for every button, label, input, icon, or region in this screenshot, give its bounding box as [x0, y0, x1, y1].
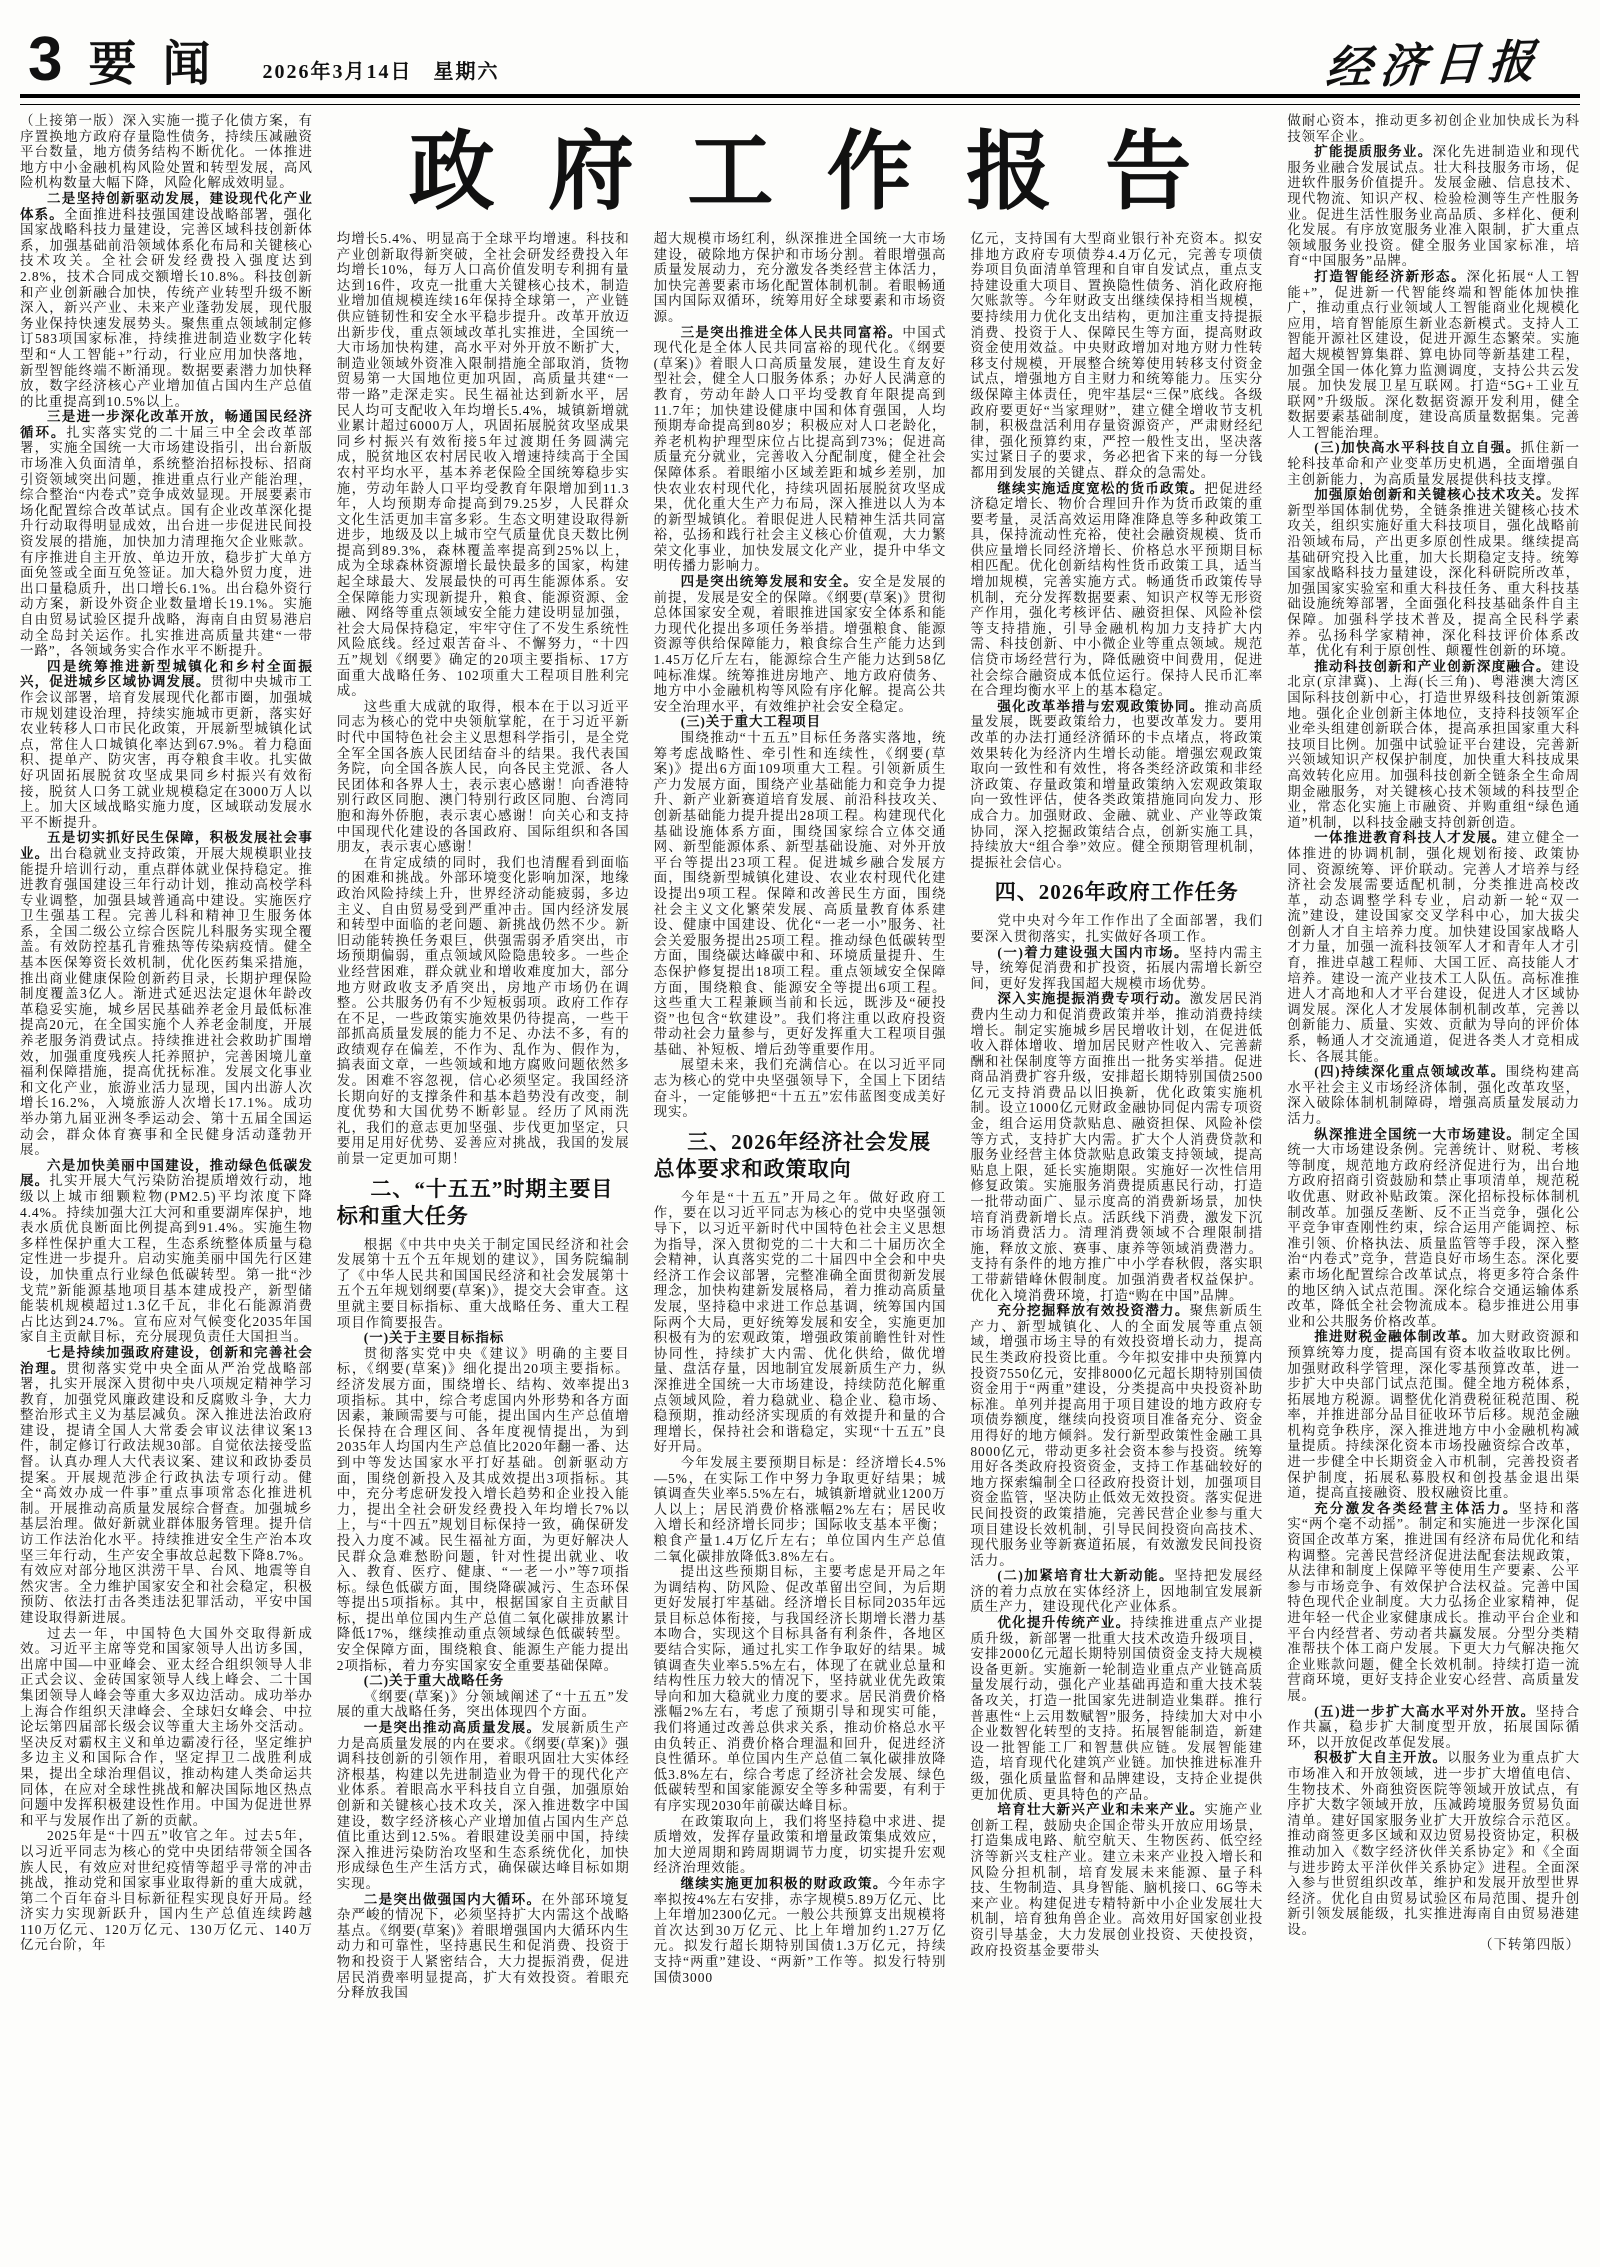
- paragraph-lead: 四是突出统筹发展和安全。: [680, 574, 859, 590]
- paragraph-text: 深化先进制造业和现代服务业融合发展试点。壮大科技服务市场，促进软件服务价值提升。发展金融、信息技术、现代物流、知识产权、检验检测等生产性服务业。促进生活性服务业高品质、多样化、便利化发展。有序放宽服务业准入限制，扩大重点领域服务业投资。健全服务业国家标准，培育“中国服务”品牌。: [1287, 144, 1580, 269]
- paragraph-text: 扎实落实党的二十届三中全会改革部署，实施全国统一大市场建设指引，出台新版市场准入负面清单，系统整治招标投标、招商引资领域突出问题，推进重点行业产能治理，综合整治“内卷式”竞争成效显现。开展要素市场化配置综合改革试点。国有企业改革深化提升行动取得明显成效，出台进一步促进民间投资发展的措施，加快加力清理拖欠企业账款。有序推进自主开放、单边开放，稳步扩大单方面免签或全面互免签证。加大稳外贸力度，进出口量稳质升，出口增长6.1%。出台稳外资行动方案，新设外资企业数量增长19.1%。实施自由贸易试验区提升战略，海南自由贸易港启动全岛封关运作。扎实推进高质量共建“一带一路”，各领域务实合作水平不断提升。: [20, 424, 313, 659]
- paragraph: 亿元，支持国有大型商业银行补充资本。拟安排地方政府专项债券4.4万亿元，完善专项债券项目负面清单管理和自审自发试点，重点支持建设重大项目、置换隐性债务、消化政府拖欠账款等。今年财政支出继续保持相当规模，要持续用力优化支出结构，更加注重支持提振消费、投资于人、保障民生等方面，提高财政资金使用效益。中央财政增加对地方财力性转移支付规模，开展整合统筹使用转移支付资金试点，增强地方自主财力和统筹能力。压实分级保障主体责任，兜牢基层“三保”底线。各级政府要更好“当家理财”，建立健全增收节支机制，积极盘活利用存量资源资产，严肃财经纪律，强化预算约束，严控一般性支出，坚决落实过紧日子的要求，务必把省下来的每一分钱都用到发展的关键点、群众的急需处。: [970, 231, 1264, 480]
- paragraph-text: 深化拓展“人工智能+”，促进新一代智能终端和智能体加快推广，推动重点行业领域人工智能商业化规模化应用，培育智能原生新业态新模式。支持人工智能开源社区建设，促进开源生态繁荣。实施超大规模智算集群、算电协同等新基建工程，加强全国一体化算力监测调度，支持公共云发展。加快发展卫星互联网。打造“5G+工业互联网”升级版。深化数据资源开发利用，健全数据要素基础制度，建设高质量数据集。完善人工智能治理。: [1287, 268, 1580, 440]
- paragraph: [654, 1876, 947, 1985]
- paragraph: 2025年是“十四五”收官之年。过去5年，以习近平同志为核心的党中央团结带领全国各族人民，有效应对世纪疫情等超乎寻常的冲击挑战，推动党和国家事业取得新的重大成就，第二个百年奋斗目标新征程实现良好开局。经济实力实现新跃升，国内生产总值连续跨越110万亿元、120万亿元、130万亿元、140万亿元台阶，年: [20, 1828, 313, 1953]
- paragraph-lead: 强化改革举措与宏观政策协同。: [997, 698, 1205, 714]
- paragraph: 提出这些预期目标，主要考虑是开局之年为调结构、防风险、促改革留出空间，为后期更好发展打牢基础。经济增长目标同2035年远景目标总体衔接，与我国经济长期增长潜力基本吻合，实现这个目标具备有利条件，各地区要结合实际，通过扎实工作争取好的结果。城镇调查失业率5.5%左右，体现了在就业总量和结构性压力较大的情况下，坚持就业优先政策导向和加大稳就业力度的要求。居民消费价格涨幅2%左右，考虑了预期引导和现实可能，我们将通过改善总供求关系，推动价格总水平由负转正、消费价格合理温和回升，促进经济良性循环。单位国内生产总值二氧化碳排放降低3.8%左右，综合考虑了经济社会发展、绿色低碳转型和国家能源安全等多种需要，有利于有序实现2030年前碳达峰目标。: [653, 1564, 947, 1813]
- paragraph-text: 贯彻落实党中央全面从严治党战略部署，扎实开展深入贯彻中央八项规定精神学习教育，加强党风廉政建设和反腐败斗争，大力整治形式主义为基层减负。深入推进法治政府建设，提请全国人大常委会审议法律议案13件，制定修订行政法规30部。自觉依法接受监督。认真办理人大代表议案、建议和政协委员提案。开展规范涉企行政执法专项行动。健全“高效办成一件事”重点事项常态化推进机制。开展推动高质量发展综合督查。加强城乡基层治理。做好新就业群体服务管理。提升信访工作法治化水平。持续推进安全生产治本攻坚三年行动，生产安全事故总起数下降8.7%。有效应对部分地区洪涝干旱、台风、地震等自然灾害。全力维护国家安全和社会稳定，积极预防、依法打击各类违法犯罪活动，平安中国建设取得新进展。: [20, 1360, 313, 1625]
- paragraph: 根据《中共中央关于制定国民经济和社会发展第十五个五年规划的建议》，国务院编制了《中华人民共和国国民经济和社会发展第十五个五年规划纲要(草案)》，提交大会审查。这里就主要目标指标、重大战略任务、重大工程项目作简要报告。: [336, 1236, 630, 1330]
- paragraph: [1287, 1704, 1580, 1751]
- paragraph: 《纲要(草案)》分领域阐述了“十五五”发展的重大战略任务，突出体现四个方面。: [336, 1688, 630, 1720]
- paragraph: （上接第一版）深入实施一揽子化债方案，有序置换地方政府存量隐性债务，持续压减融资平台数量，地方债务结构不断优化。一体推进地方中小金融机构风险处置和转型发展，高风险机构数量大幅下降，风险化解成效明显。: [20, 113, 313, 191]
- paragraph-lead: (四)持续深化重点领域改革。: [1314, 1064, 1506, 1080]
- paragraph-text: 围绕构建高水平社会主义市场经济体制，强化改革攻坚，深入破除体制机制障碍，增强高质量发展动力活力。: [1287, 1064, 1580, 1126]
- paragraph-lead: (一)着力建设强大国内市场。: [997, 944, 1189, 960]
- paragraph-lead: 深入实施提振消费专项行动。: [997, 991, 1190, 1007]
- paragraph-lead: 充分激发各类经营主体活力。: [1314, 1500, 1519, 1516]
- paragraph-lead: 打造智能经济新形态。: [1314, 268, 1467, 284]
- paragraph-lead: 三是突出推进全体人民共同富裕。: [680, 324, 903, 340]
- paragraph-text: 制定全国统一大市场建设条例。完善统计、财税、考核等制度，规范地方政府经济促进行为，出台地方政府招商引资鼓励和禁止事项清单，规范税收优惠、财政补贴政策。深化招标投标体制机制改革。加强反垄断、反不正当竞争，强化公平竞争审查刚性约束，综合运用产能调控、标准引领、价格执法、质量监管等手段，深入整治“内卷式”竞争，营造良好市场生态。深化要素市场化配置综合改革试点，将更多符合条件的地区纳入试点范围。深化综合交通运输体系改革，降低全社会物流成本。稳步推进公用事业和公共服务价格改革。: [1287, 1126, 1580, 1329]
- paragraph: 今年是“十五五”开局之年。做好政府工作，要在以习近平同志为核心的党中央坚强领导下，以习近平新时代中国特色社会主义思想为指导，深入贯彻党的二十大和二十届历次全会精神，认真落实党的二十届四中全会和中央经济工作会议部署，完整准确全面贯彻新发展理念，加快构建新发展格局，着力推动高质量发展，坚持稳中求进工作总基调，统筹国内国际两个大局，更好统筹发展和安全，实施更加积极有为的宏观政策，增强政策前瞻性针对性协同性，持续扩大内需、优化供给，做优增量、盘活存量，因地制宜发展新质生产力，纵深推进全国统一大市场建设，持续防范化解重点领域风险，着力稳就业、稳企业、稳市场、稳预期，推动经济实现质的有效提升和量的合理增长，保持社会和谐稳定，实现“十五五”良好开局。: [653, 1189, 947, 1455]
- paragraph-text: 以服务业为重点扩大市场准入和开放领域，进一步扩大增值电信、生物技术、外商独资医院等领域开放试点，有序扩大数字领域开放，压减跨境服务贸易负面清单。建好国家服务业扩大开放综合示范区。推动商签更多区域和双边贸易投资协定，积极推动加入《数字经济伙伴关系协定》和《全面与进步跨太平洋伙伴关系协定》进程。全面深入参与世贸组织改革，维护和发展开放型世界经济。优化自由贸易试验区布局范围、提升创新引领发展能级，扎实推进海南自由贸易港建设。: [1287, 1750, 1580, 1937]
- page-header: [20, 10, 1580, 95]
- paragraph-lead: (二)加紧培育壮大新动能。: [997, 1568, 1174, 1584]
- paragraph-text: 建设北京(京津冀)、上海(长三角)、粤港澳大湾区国际科技创新中心，打造世界级科技创新策源地。强化企业创新主体地位，支持科技领军企业牵头组建创新联合体，提高承担国家重大科技项目比例。加强中试验证平台建设，完善新兴领域知识产权保护制度，加快重大科技成果高效转化应用。加强科技创新全链条全生命周期金融服务，对关键核心技术领域的科技型企业，常态化实施上市融资、并购重组“绿色通道”机制，以科技金融支持创新创造。: [1287, 658, 1580, 830]
- paragraph: [20, 1158, 313, 1345]
- paragraph-lead: 二是突出做强国内大循环。: [363, 1891, 542, 1907]
- paragraph-text: 扎实开展大气污染防治提质增效行动，地级以上城市细颗粒物(PM2.5)平均浓度下降4.4%。持续加强大江大河和重要湖库保护，地表水质优良断面比例提高到91.4%。实施生物多样性保护重大工程，生态系统整体质量与稳定性进一步提升。启动实施美丽中国先行区建设，加快重点行业绿色低碳转型。第一批“沙戈荒”新能源基地项目基本建成投产，新型储能装机规模超过1.3亿千瓦，非化石能源消费占比达到24.7%。宣布应对气候变化2035年国家自主贡献目标，充分展现负责任大国担当。: [20, 1173, 313, 1345]
- paragraph-lead: (五)进一步扩大高水平对外开放。: [1314, 1703, 1536, 1719]
- sub-heading: (一)关于主要目标指标: [363, 1330, 505, 1346]
- column-1: [20, 113, 313, 2243]
- paragraph-lead: 优化提升传统产业。: [997, 1615, 1131, 1631]
- column-4: [970, 231, 1263, 2243]
- paragraph: [970, 1568, 1263, 1615]
- paragraph: [1287, 1329, 1580, 1501]
- paragraph-text: 聚焦新质生产力、新型城镇化、人的全面发展等重点领域，增强市场主导的有效投资增长动力，提高民生类政府投资比重。今年拟安排中央预算内投资7550亿元，安排8000亿元超长期特别国债资金用于“两重”建设，分类提高中央投资补助标准。单列并提高用于项目建设的地方政府专项债券额度，继续向投资项目准备充分、资金用得好的地方倾斜。发行新型政策性金融工具8000亿元，带动更多社会资本参与投资。统筹用好各类政府投资资金，支持工作基础较好的地方探索编制全口径政府投资计划，加强项目资金监管，坚决防止低效无效投资。落实促进民间投资的政策措施，完善民营企业参与重大项目建设长效机制，引导民间投资向高技术、现代服务业等新赛道拓展，有效激发民间投资活力。: [970, 1303, 1264, 1568]
- paragraph-text: 坚持和落实“两个毫不动摇”。制定和实施进一步深化国资国企改革方案，推进国有经济布局优化和结构调整。完善民营经济促进法配套法规政策，从法律和制度上保障平等使用生产要素、公平参与市场竞争、有效保护合法权益。完善中国特色现代企业制度。大力弘扬企业家精神，促进年轻一代企业家健康成长。推动平台企业和平台内经营者、劳动者共赢发展。分型分类精准帮扶个体工商户发展。下更大力气解决拖欠企业账款问题，健全长效机制。持续打造一流营商环境，更好支持企业安心经营、高质量发展。: [1287, 1500, 1580, 1703]
- paragraph: [1287, 269, 1580, 441]
- paragraph: [20, 409, 313, 659]
- paragraph: [1287, 487, 1580, 659]
- paragraph: [970, 991, 1263, 1303]
- paragraph: [1287, 830, 1580, 1064]
- paragraph: 这些重大成就的取得，根本在于以习近平同志为核心的党中央领航掌舵，在于习近平新时代中国特色社会主义思想科学指引，是全党全军全国各族人民团结奋斗的结果。我代表国务院，向全国各族人民，向各民主党派、各人民团体和各界人士，表示衷心感谢！向香港特别行政区同胞、澳门特别行政区同胞、台湾同胞和海外侨胞，表示衷心感谢！向关心和支持中国现代化建设的各国政府、国际组织和各国朋友，表示衷心感谢！: [336, 698, 630, 855]
- paragraph-lead: 四是统筹推进新型城镇化和乡村全面振兴，促进城乡区域协调发展。: [20, 658, 313, 690]
- paragraph-text: 安全是发展的前提，发展是安全的保障。《纲要(草案)》贯彻总体国家安全观，着眼推进国家安全体系和能力现代化提出多项任务举措。增强粮食、能源资源等供给保障能力，粮食综合生产能力达到1.45万亿斤左右，能源综合生产能力达到58亿吨标准煤。统筹推进房地产、地方政府债务、地方中小金融机构等风险有序化解。提高公共安全治理水平，有效维护社会安全稳定。: [653, 574, 947, 714]
- paragraph-text: 全面推进科技强国建设战略部署，强化国家战略科技力量建设，完善区域科技创新体系，加强基础前沿领域体系化布局和关键核心技术攻关。全社会研发经费投入强度达到2.8%，技术合同成交额增长10.8%。科技创新和产业创新融合加快，传统产业转型升级不断深入，新兴产业、未来产业蓬勃发展，现代服务业保持快速发展势头。聚焦重点领域制定修订583项国家标准，持续推进制造业数字化转型和“人工智能+”行动，行业应用加快落地，新型智能终端不断涌现。数据要素潜力加快释放，数字经济核心产业增加值占国内生产总值的比重提高到10.5%以上。: [20, 206, 313, 409]
- paragraph-lead: 二是坚持创新驱动发展，建设现代化产业体系。: [20, 190, 313, 222]
- paragraph-lead: 积极扩大自主开放。: [1314, 1750, 1448, 1766]
- headline-block: [337, 113, 1263, 231]
- paragraph-lead: 一体推进教育科技人才发展。: [1314, 830, 1507, 846]
- paragraph-text: 激发居民消费内生动力和促消费政策并举，推动消费持续增长。制定实施城乡居民增收计划，在促进低收入群体增收、增加居民财产性收入、完善薪酬和社保制度等方面推出一批务实举措。促进商品消费扩容升级，安排超长期特别国债2500亿元支持消费品以旧换新，优化政策实施机制。设立1000亿元财政金融协同促内需专项资金，组合运用贷款贴息、融资担保、风险补偿等方式，支持扩大内需。扩大个人消费贷款和服务业经营主体贷款贴息政策支持领域，提高贴息上限，延长实施期限。实施好一次性信用修复政策。实施服务消费提质惠民行动，打造一批带动面广、显示度高的消费新场景，加快培育消费新增长点。活跃线下消费，激发下沉市场消费活力。清理消费领域不合理限制措施，释放文旅、赛事、康养等领域消费潜力。支持有条件的地方推广中小学春秋假，落实职工带薪错峰休假制度。加强消费者权益保护。优化入境消费环境，打造“购在中国”品牌。: [970, 991, 1264, 1303]
- article-headline: 政府工作报告: [408, 124, 1245, 220]
- paragraph-text: 抓住新一轮科技革命和产业变革历史机遇，全面增强自主创新能力，为高质量发展提供科技支撑。: [1287, 440, 1580, 487]
- paragraph: [970, 1303, 1263, 1568]
- paragraph-lead: 七是持续加强政府建设，创新和完善社会治理。: [20, 1344, 313, 1376]
- paragraph: [970, 1802, 1263, 1958]
- paragraph-text: 推动高质量发展，既要政策给力，也要改革发力。要用改革的办法打通经济循环的卡点堵点，将政策效果转化为经济内生增长动能。增强宏观政策取向一致性和有效性，将各类经济政策和非经济政策、存量政策和增量政策纳入宏观政策取向一致性评估，使各类政策措施同向发力、形成合力。加强财政、金融、就业、产业等政策协同，深入挖掘政策结合点，创新实施工具，持续放大“组合拳”效应。健全预期管理机制，提振社会信心。: [970, 698, 1264, 870]
- paragraph: [1287, 1501, 1580, 1704]
- paragraph-lead: 推动科技创新和产业创新深度融合。: [1314, 658, 1551, 674]
- column-3: [654, 231, 947, 2243]
- paragraph-text: 加大财政资源和预算统筹力度，提高国有资本收益收取比例。加强财政科学管理，深化零基预算改革，进一步扩大中央部门试点范围。健全地方税体系，拓展地方税源。调整优化消费税征税范围、税率，并推进部分品目征收环节后移。规范金融机构竞争秩序，深入推进地方中小金融机构减量提质。持续深化资本市场投融资综合改革，进一步健全中长期资金入市机制，完善投资者保护制度，拓展私募股权和创投基金退出渠道，提高直接融资、股权融资比重。: [1287, 1329, 1580, 1501]
- paragraph: [1287, 1127, 1580, 1330]
- paragraph-text: 发展新质生产力是高质量发展的内在要求。《纲要(草案)》强调科技创新的引领作用，着眼巩固壮大实体经济根基，构建以先进制造业为骨干的现代化产业体系。着眼高水平科技自立自强，加强原始创新和关键核心技术攻关，深入推进数字中国建设，数字经济核心产业增加值占国内生产总值比重达到12.5%。着眼建设美丽中国，持续深入推进污染防治攻坚和生态系统优化，加快形成绿色生产生活方式，确保碳达峰目标如期实现。: [336, 1720, 630, 1891]
- paragraph: [1287, 1064, 1580, 1126]
- paragraph-lead: 扩能提质服务业。: [1314, 144, 1433, 160]
- paragraph-lead: 五是切实抓好民生保障，积极发展社会事业。: [20, 830, 313, 861]
- paragraph: [337, 1720, 630, 1892]
- date: 2026年3月14日: [262, 61, 413, 83]
- paragraph-lead: 一是突出推动高质量发展。: [363, 1720, 542, 1736]
- paragraph: [1287, 144, 1580, 269]
- paragraph-lead: 六是加快美丽中国建设，推动绿色低碳发展。: [20, 1157, 313, 1189]
- paragraph: [654, 325, 947, 575]
- paragraph-text: 发挥新型举国体制优势，全链条推进关键核心技术攻关，组织实施好重大科技项目，强化战略前沿领域布局，产出更多原创性成果。继续提高基础研究投入比重，加大长期稳定支持。统筹国家战略科技力量建设，深化科研院所改革，加强国家实验室和重大科技任务、重大科技基础设施统筹部署，全面强化科技基础条件自主保障。加强科学技术普及，提高全民科学素养。弘扬科学家精神，深化科技评价体系改革，优化有利于原创性、颠覆性创新的环境。: [1287, 487, 1580, 659]
- paragraph: [20, 191, 313, 409]
- continuation-note: （下转第四版）: [1479, 1937, 1580, 1953]
- sub-heading: (三)关于重大工程项目: [680, 714, 821, 730]
- paragraph: 围绕推动“十五五”目标任务落实落地，统筹考虑战略性、牵引性和连续性，《纲要(草案)》提出6方面109项重大工程。引领新质生产力发展方面，围绕产业基础能力和竞争力提升、新产业新赛道培育发展、前沿科技攻关、创新基础能力提升提出28项工程。构建现代化基础设施体系方面，围绕国家综合立体交通网、新型能源体系、新型基础设施、对外开放平台等提出23项工程。促进城乡融合发展方面，围绕新型城镇化建设、农业农村现代化建设提出9项工程。保障和改善民生方面，围绕社会主义文化繁荣发展、高质量教育体系建设、健康中国建设、优化“一老一小”服务、社会关爱服务提出25项工程。推动绿色低碳转型方面，围绕碳达峰碳中和、环境质量提升、生态保护修复提出18项工程。重点领域安全保障方面，围绕粮食、能源安全等提出6项工程。这些重大工程兼顾当前和长远，既涉及“硬投资”也包含“软建设”。我们将注重以政府投资带动社会力量参与，更好发挥重大工程项目强基础、补短板、增后劲等重要作用。: [653, 730, 947, 1057]
- paragraph-text: 建立健全一体推进的协调机制，强化规划衔接、政策协同、资源统筹、评价联动。完善人才培养与经济社会发展需要适配机制，分类推进高校改革，动态调整学科专业，启动新一轮“双一流”建设，建设国家交叉学科中心，加大拔尖创新人才自主培养力度。加快建设国家战略人才力量，加强一流科技领军人才和青年人才引育，推进卓越工程师、大国工匠、高技能人才培养。建设一流产业技术工人队伍。高标准推进人才高地和人才平台建设，促进人才区域协调发展。深化人才发展体制机制改革，完善以创新能力、质量、实效、贡献为导向的评价体系，畅通人才交流通道，促进各类人才竞相成长、各展其能。: [1287, 830, 1580, 1064]
- paragraph: [20, 830, 313, 1157]
- section-heading: 四、2026年政府工作任务: [994, 880, 1239, 905]
- paragraph-text: 出台稳就业支持政策，开展大规模职业技能提升培训行动，重点群体就业保持稳定。推进教育强国建设三年行动计划，推动高校学科专业调整，加强县域普通高中建设。实施医疗卫生强基工程。完善儿科和精神卫生服务体系，全国二级公立综合医院儿科服务实现全覆盖。有效防控基孔肯雅热等传染病疫情。健全基本医保筹资长效机制，优化医药集采措施，推出商业健康保险创新药目录，长期护理保险制度覆盖3亿人。渐进式延迟法定退休年龄改革稳妥实施，城乡居民基础养老金月最低标准提高20元，在全国实施个人养老金制度，开展养老服务消费试点。持续推进社会救助扩围增效，加强重度残疾人托养照护，完善困境儿童福利保障措施，提高优抚标准。发展文化事业和文化产业，旅游业活力显现，国内出游人次增长16.2%，入境旅游人次增长17.1%。成功举办第九届亚洲冬季运动会、第十五届全国运动会，群众体育赛事和全民健身活动蓬勃开展。: [20, 845, 313, 1158]
- paragraph: [970, 481, 1263, 699]
- paragraph-lead: 加强原始创新和关键核心技术攻关。: [1314, 487, 1551, 503]
- paragraph: 均增长5.4%、明显高于全球平均增速。科技和产业创新取得新突破，全社会研发经费投入年均增长10%，每万人口高价值发明专利拥有量达到16件，攻克一批重大关键核心技术，制造业增加值规模连续16年保持全球第一，产业链供应链韧性和安全水平稳步提升。改革开放迈出新步伐，重点领域改革扎实推进，全国统一大市场加快构建，高水平对外开放不断扩大，制造业领域外资准入限制措施全部取消，货物贸易第一大国地位更加巩固，高质量共建“一带一路”走深走实。民生福祉达到新水平，居民人均可支配收入年均增长5.4%，城镇新增就业累计超过6000万人，巩固拓展脱贫攻坚成果同乡村振兴有效衔接5年过渡期任务圆满完成，脱贫地区农村居民收入增速持续高于全国农村平均水平，基本养老保险全国统筹稳步实施，劳动年龄人口平均受教育年限增加到11.3年，人均预期寿命提高到79.25岁，人民群众文化生活更加丰富多彩。生态文明建设取得新进步，地级及以上城市空气质量优良天数比例提高到89.3%，森林覆盖率提高到25%以上，成为全球森林资源增长最快最多的国家，构建起全球最大、发展最快的可再生能源体系。安全保障能力实现新提升，粮食、能源资源、金融、网络等重点领域安全能力建设明显加强，社会大局保持稳定，牢牢守住了不发生系统性风险底线。经过艰苦奋斗、不懈努力，“十四五”规划《纲要》确定的20项主要指标、17方面重大战略任务、102项重大工程项目胜利完成。: [336, 231, 630, 699]
- paragraph-text: 实施产业创新工程，鼓励央企国企带头开放应用场景，打造集成电路、航空航天、生物医药、低空经济等新兴支柱产业。建立未来产业投入增长和风险分担机制，培育发展未来能源、量子科技、生物制造、具身智能、脑机接口、6G等未来产业。构建促进专精特新中小企业发展壮大机制，培育独角兽企业。高效用好国家创业投资引导基金，大力发展创业投资、天使投资，政府投资基金要带头: [970, 1802, 1264, 1958]
- paragraph: [20, 1345, 313, 1626]
- paragraph: [20, 659, 313, 831]
- section-heading: 二、“十五五”时期主要目标和重大任务: [336, 1176, 614, 1228]
- paragraph: 在肯定成绩的同时，我们也清醒看到面临的困难和挑战。外部环境变化影响加深，地缘政治风险持续上升，世界经济动能疲弱，多边主义、自由贸易受到严重冲击。国内经济发展和转型中面临的老问题、新挑战仍然不少。新旧动能转换任务艰巨，供强需弱矛盾突出，市场预期偏弱，重点领域风险隐患较多。一些企业经营困难，群众就业和增收难度加大，部分地方财政收支矛盾突出，房地产市场仍在调整。公共服务仍有不少短板弱项。政府工作存在不足，一些政策实施效果仍待提高，一些干部抓高质量发展的能力不足、办法不多，有的政绩观存在偏差，不作为、乱作为、假作为，搞表面文章，一些领域和地方腐败问题依然多发。困难不容忽视，信心必须坚定。我国经济长期向好的支撑条件和基本趋势没有改变，制度优势和大国优势不断彰显。经历了风雨洗礼，我们的意志更加坚强、步伐更加坚定，只要用足用好优势、妥善应对挑战，我国的发展前景一定更加可期！: [336, 854, 630, 1167]
- paragraph-text: 在外部环境复杂严峻的情况下，必须坚持扩大内需这个战略基点。《纲要(草案)》着眼增强国内大循环内生动力和可靠性，坚持惠民生和促消费、投资于物和投资于人紧密结合，大力提振消费，促进居民消费率明显提高，扩大有效投资。着眼充分释放我国: [336, 1891, 630, 2001]
- paragraph-text: 今年赤字率拟按4%左右安排，赤字规模5.89万亿元、比上年增加2300亿元。一般公共预算支出规模将首次达到30万亿元、比上年增加约1.27万亿元。拟发行超长期特别国债1.3万亿元，持续支持“两重”建设、“两新”工作等。拟发行特别国债3000: [653, 1875, 947, 1985]
- paragraph: [1287, 659, 1580, 831]
- article-body: [20, 113, 1580, 2243]
- paragraph: [970, 945, 1263, 992]
- paragraph: 展望未来，我们充满信心。在以习近平同志为核心的党中央坚强领导下，全国上下团结奋斗，一定能够把“十五五”宏伟蓝图变成美好现实。: [653, 1057, 947, 1120]
- paragraph-text: 坚持把发展经济的着力点放在实体经济上，因地制宜发展新质生产力，建设现代化产业体系。: [970, 1568, 1264, 1615]
- paragraph-text: 把促进经济稳定增长、物价合理回升作为货币政策的重要考量，灵活高效运用降准降息等多种政策工具，保持流动性充裕，使社会融资规模、货币供应量增长同经济增长、价格总水平预期目标相匹配。优化创新结构性货币政策工具，适当增加规模，完善实施方式。畅通货币政策传导机制，充分发挥数据要素、知识产权等无形资产作用，强化考核评估、融资担保、风险补偿等支持措施，引导金融机构加力支持扩大内需、科技创新、中小微企业等重点领域。规范信贷市场经营行为，降低融资中间费用，促进社会综合融资成本低位运行。保持人民币汇率在合理均衡水平上的基本稳定。: [970, 480, 1264, 699]
- paragraph: [654, 574, 947, 714]
- paragraph-lead: 充分挖掘释放有效投资潜力。: [997, 1303, 1190, 1319]
- paragraph-lead: 继续实施适度宽松的货币政策。: [997, 480, 1205, 496]
- column-5: [1287, 113, 1580, 2243]
- paragraph-lead: 纵深推进全国统一大市场建设。: [1314, 1126, 1522, 1142]
- weekday: 星期六: [433, 61, 500, 83]
- paragraph: [1287, 440, 1580, 487]
- paragraph-lead: (三)加快高水平科技自立自强。: [1314, 440, 1521, 456]
- paragraph: [337, 1892, 630, 2001]
- date-line: [263, 55, 500, 88]
- section-name: 要闻: [88, 38, 237, 92]
- page-number: 3: [28, 25, 63, 95]
- paragraph: [970, 1615, 1263, 1802]
- paragraph: 做耐心资本，推动更多初创企业加快成长为科技领军企业。: [1287, 113, 1580, 144]
- paragraph: 超大规模市场红利，纵深推进全国统一大市场建设，破除地方保护和市场分割。着眼增强高质量发展动力，充分激发各类经营主体活力，加快完善要素市场化配置体制机制。着眼畅通国内国际双循环，统筹用好全球要素和市场资源。: [653, 231, 947, 324]
- paragraph-lead: 推进财税金融体制改革。: [1314, 1329, 1477, 1345]
- paragraph-text: 持续推进重点产业提质升级，新部署一批重大技术改造升级项目，安排2000亿元超长期特别国债资金支持大规模设备更新。实施新一轮制造业重点产业链高质量发展行动，强化产业基础再造和重大技术装备攻关，打造一批国家先进制造业集群。推行普惠性“上云用数赋智”服务，持续加大对中小企业数智化转型的支持。拓展智能制造，新建设一批智能工厂和智慧供应链。发展智能建造，培育现代化建筑产业链。加快推进标准升级，强化质量监督和品牌建设，支持企业提供更加优质、更具特色的产品。: [970, 1615, 1264, 1802]
- paragraph: 贯彻落实党中央《建议》明确的主要目标，《纲要(草案)》细化提出20项主要指标。经济发展方面，围绕增长、结构、效率提出3项指标。其中，综合考虑国内外形势和各方面因素，兼顾需要与可能，提出国内生产总值增长保持在合理区间、各年度视情提出，为到2035年人均国内生产总值比2020年翻一番、达到中等发达国家水平打好基础。创新驱动方面，围绕创新投入及其成效提出3项指标。其中，充分考虑研发投入增长趋势和企业投入能力，提出全社会研发经费投入年均增长7%以上，与“十四五”规划目标保持一致，确保研发投入力度不减。民生福祉方面，为更好解决人民群众急难愁盼问题，针对性提出就业、收入、教育、医疗、健康、“一老一小”等7项指标。绿色低碳方面，围绕降碳减污、生态环保等提出5项指标。其中，根据国家自主贡献目标，提出单位国内生产总值二氧化碳排放累计降低17%，继续推动重点领域绿色低碳转型。安全保障方面，围绕粮食、能源生产能力提出2项指标，着力夯实国家安全重要基础保障。: [336, 1345, 630, 1673]
- paragraph-text: 坚持内需主导，统筹促消费和扩投资，拓展内需增长新空间，更好发挥我国超大规模市场优势。: [970, 944, 1264, 991]
- paragraph: 在政策取向上，我们将坚持稳中求进、提质增效，发挥存量政策和增量政策集成效应，加大逆周期和跨周期调节力度，切实提升宏观经济治理效能。: [653, 1813, 947, 1876]
- paragraph: [970, 699, 1263, 871]
- masthead-logo: 经济日报: [1323, 35, 1545, 95]
- paragraph-text: 坚持合作共赢，稳步扩大制度型开放，拓展国际循环，以开放促改革促发展。: [1287, 1703, 1580, 1750]
- paragraph-lead: 培育壮大新兴产业和未来产业。: [997, 1802, 1205, 1818]
- paragraph: [1287, 1750, 1580, 1937]
- sub-heading: (二)关于重大战略任务: [363, 1673, 505, 1689]
- paragraph-text: 中国式现代化是全体人民共同富裕的现代化。《纲要(草案)》着眼人口高质量发展，建设生育友好型社会，健全人口服务体系；办好人民满意的教育，劳动年龄人口平均受教育年限提高到11.7年；加快建设健康中国和体育强国，人均预期寿命提高到80岁；积极应对人口老龄化，养老机构护理型床位占比提高到73%；促进高质量充分就业，完善收入分配制度，健全社会保障体系。着眼缩小区域差距和城乡差别，加快农业农村现代化，持续巩固拓展脱贫攻坚成果，优化重大生产力布局，深入推进以人为本的新型城镇化。着眼促进人民精神生活共同富裕，弘扬和践行社会主义核心价值观，大力繁荣文化事业，加快发展文化产业，提升中华文明传播力影响力。: [653, 324, 947, 574]
- header-rule: [20, 94, 1580, 105]
- paragraph: 今年发展主要预期目标是：经济增长4.5%—5%，在实际工作中努力争取更好结果；城镇调查失业率5.5%左右，城镇新增就业1200万人以上；居民消费价格涨幅2%左右；居民收入增长和经济增长同步；国际收支基本平衡；粮食产量1.4万亿斤左右；单位国内生产总值二氧化碳排放降低3.8%左右。: [653, 1454, 947, 1564]
- column-2: [337, 231, 630, 2243]
- paragraph-lead: 三是进一步深化改革开放，畅通国民经济循环。: [20, 409, 313, 440]
- paragraph: 过去一年，中国特色大国外交取得新成效。习近平主席等党和国家领导人出访多国，出席中国—中亚峰会、亚太经合组织领导人非正式会议、金砖国家领导人线上峰会、二十国集团领导人峰会等重大多双边活动。成功举办上海合作组织天津峰会、全球妇女峰会、中拉论坛第四届部长级会议等重大主场外交活动。坚决反对霸权主义和单边霸凌行径，坚定维护多边主义和国际合作，坚定捍卫二战胜利成果，提出全球治理倡议，推动构建人类命运共同体，在应对全球性挑战和解决国际地区热点问题中发挥积极建设性作用。中国为促进世界和平与发展作出了新的贡献。: [20, 1625, 313, 1828]
- paragraph-lead: 继续实施更加积极的财政政策。: [680, 1875, 888, 1891]
- paragraph-text: 贯彻中央城市工作会议部署，培育发展现代化都市圈，加强城市规划建设治理，持续实施城市更新，落实好农业转移人口市民化政策，开展新型城镇化试点，常住人口城镇化率达到67.9%。着力稳面积、提单产、防灾害，再夺粮食丰收。扎实做好巩固拓展脱贫攻坚成果同乡村振兴有效衔接，脱贫人口务工就业规模稳定在3000万人以上。加大区域战略实施力度，区域联动发展水平不断提升。: [20, 674, 313, 830]
- paragraph: 党中央对今年工作作出了全面部署，我们要深入贯彻落实，扎实做好各项工作。: [970, 913, 1264, 944]
- section-heading: 三、2026年经济社会发展总体要求和政策取向: [653, 1129, 932, 1181]
